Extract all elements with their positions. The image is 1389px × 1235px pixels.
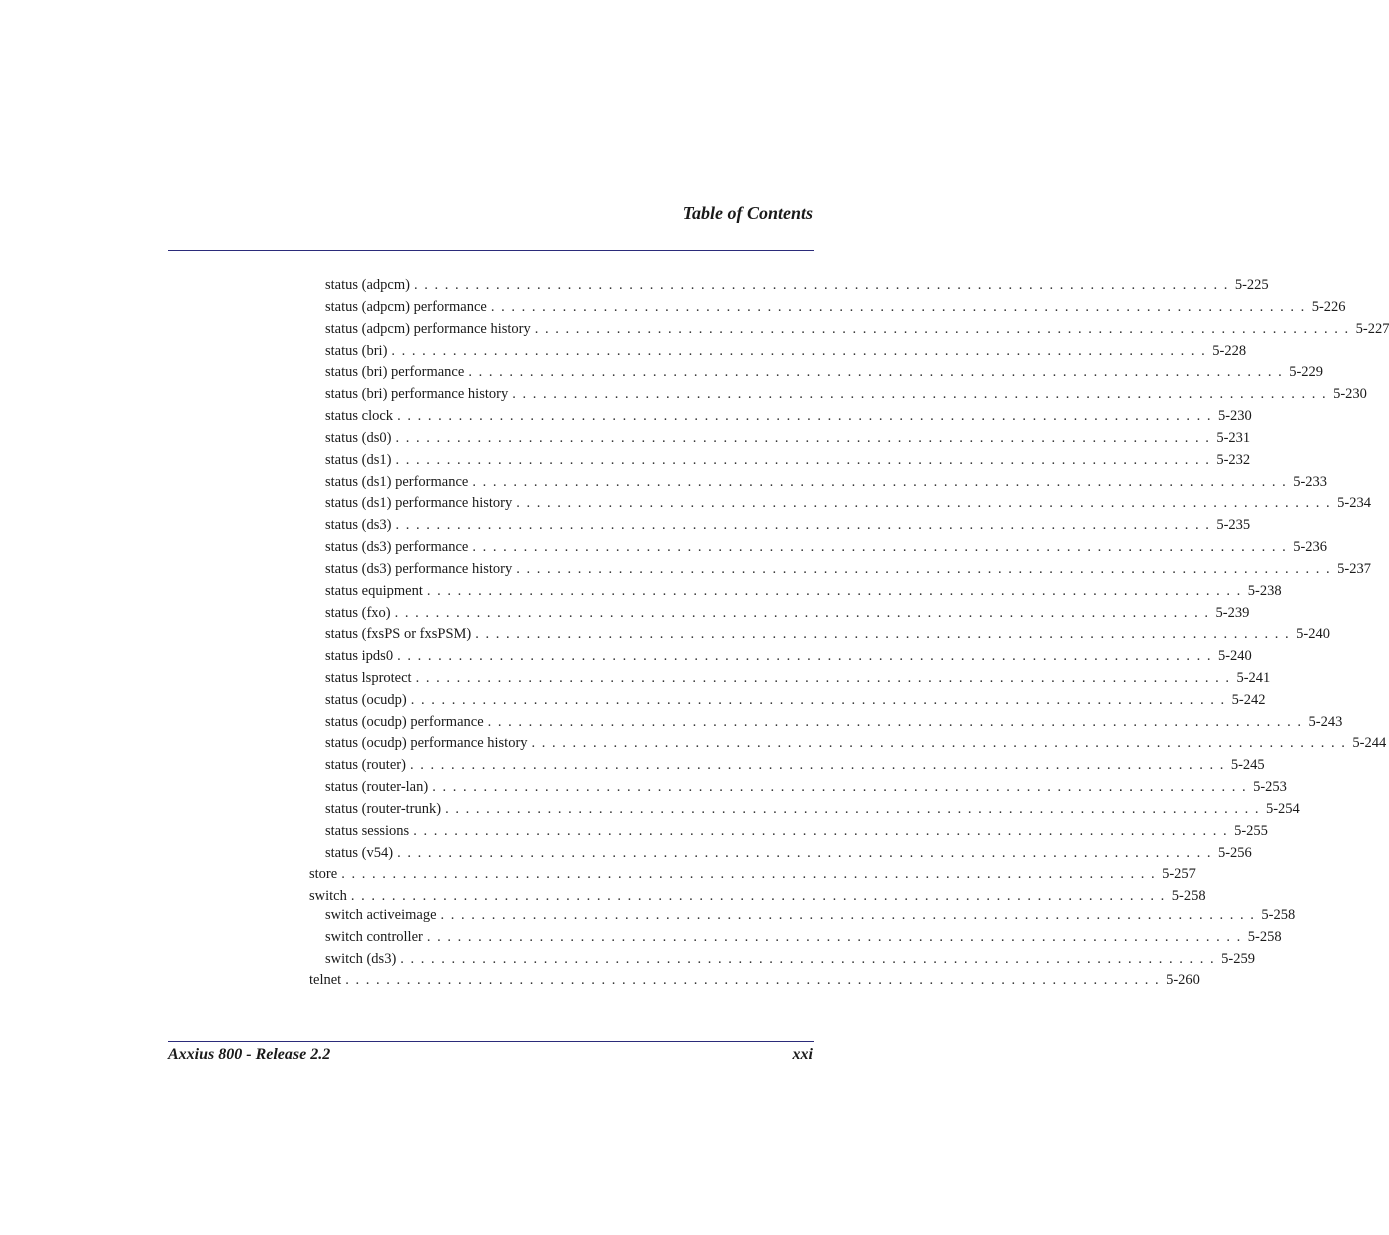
toc-entry-leader: . . . . . . . . . . . . . . . . . . . . . . . . . . . . . . . . . . . . . . . . . . . . . . . . . . . . . . . . . . . . . . . . . . . . . . . . . . . . . . . .: [397, 845, 1212, 861]
toc-entry-leader: . . . . . . . . . . . . . . . . . . . . . . . . . . . . . . . . . . . . . . . . . . . . . . . . . . . . . . . . . . . . . . . . . . . . . . . . . . . . . . . .: [512, 386, 1328, 402]
toc-entry[interactable]: [325, 822, 1268, 840]
toc-entry-label: status (router): [325, 757, 406, 773]
toc-entry-label: status clock: [325, 408, 394, 424]
toc-entry-leader: . . . . . . . . . . . . . . . . . . . . . . . . . . . . . . . . . . . . . . . . . . . . . . . . . . . . . . . . . . . . . . . . . . . . . . . . . . . . . . . .: [345, 972, 1161, 988]
toc-entry-page: 5-255: [1234, 823, 1268, 839]
toc-entry-leader: . . . . . . . . . . . . . . . . . . . . . . . . . . . . . . . . . . . . . . . . . . . . . . . . . . . . . . . . . . . . . . . . . . . . . . . . . . . . . . . .: [350, 888, 1166, 904]
toc-entry[interactable]: [325, 950, 1256, 968]
toc-entry-leader: . . . . . . . . . . . . . . . . . . . . . . . . . . . . . . . . . . . . . . . . . . . . . . . . . . . . . . . . . . . . . . . . . . . . . . . . . . . . . . . .: [395, 430, 1211, 446]
toc-entry-page: 5-258: [1171, 888, 1206, 904]
toc-entry-label: status (ds0): [325, 430, 392, 446]
toc-entry-leader: . . . . . . . . . . . . . . . . . . . . . . . . . . . . . . . . . . . . . . . . . . . . . . . . . . . . . . . . . . . . . . . . . . . . . . . . . . . . . . . .: [445, 801, 1260, 817]
toc-entry-leader: . . . . . . . . . . . . . . . . . . . . . . . . . . . . . . . . . . . . . . . . . . . . . . . . . . . . . . . . . . . . . . . . . . . . . . . . . . . . . . . .: [487, 714, 1303, 730]
toc-entry[interactable]: [325, 276, 1269, 294]
toc-entry-leader: . . . . . . . . . . . . . . . . . . . . . . . . . . . . . . . . . . . . . . . . . . . . . . . . . . . . . . . . . . . . . . . . . . . . . . . . . . . . . . . .: [409, 757, 1225, 773]
toc-entry-page: 5-240: [1217, 648, 1252, 664]
toc-entry-page: 5-257: [1162, 866, 1196, 882]
toc-entry-label: status (ds1): [325, 452, 392, 468]
toc-entry[interactable]: [325, 363, 1324, 381]
toc-entry-leader: . . . . . . . . . . . . . . . . . . . . . . . . . . . . . . . . . . . . . . . . . . . . . . . . . . . . . . . . . . . . . . . . . . . . . . . . . . . . . . . .: [391, 343, 1207, 359]
toc-entry-page: 5-225: [1234, 277, 1269, 293]
toc-entry-leader: . . . . . . . . . . . . . . . . . . . . . . . . . . . . . . . . . . . . . . . . . . . . . . . . . . . . . . . . . . . . . . . . . . . . . . . . . . . . . . . .: [413, 277, 1229, 293]
toc-entry[interactable]: [325, 844, 1252, 862]
toc-entry-label: status (ds1) performance: [325, 474, 469, 490]
toc-entry-label: status (adpcm) performance history: [325, 321, 531, 337]
toc-entry-page: 5-230: [1217, 408, 1252, 424]
toc-entry-leader: . . . . . . . . . . . . . . . . . . . . . . . . . . . . . . . . . . . . . . . . . . . . . . . . . . . . . . . . . . . . . . . . . . . . . . . . . . . . . . . .: [490, 299, 1306, 315]
toc-entry-leader: . . . . . . . . . . . . . . . . . . . . . . . . . . . . . . . . . . . . . . . . . . . . . . . . . . . . . . . . . . . . . . . . . . . . . . . . . . . . . . . .: [534, 321, 1350, 337]
toc-entry-page: 5-243: [1308, 714, 1343, 730]
toc-entry-leader: . . . . . . . . . . . . . . . . . . . . . . . . . . . . . . . . . . . . . . . . . . . . . . . . . . . . . . . . . . . . . . . . . . . . . . . . . . . . . . . .: [415, 670, 1231, 686]
toc-entry-label: status sessions: [325, 823, 410, 839]
page-header-title: Table of Contents: [682, 203, 813, 223]
toc-entry-label: status lsprotect: [325, 670, 412, 686]
toc-entry-leader: . . . . . . . . . . . . . . . . . . . . . . . . . . . . . . . . . . . . . . . . . . . . . . . . . . . . . . . . . . . . . . . . . . . . . . . . . . . . . . . .: [413, 823, 1229, 839]
toc-entry-page: 5-235: [1216, 517, 1251, 533]
toc-entry-page: 5-226: [1311, 299, 1346, 315]
toc-entry-page: 5-236: [1293, 539, 1328, 555]
toc-entry-leader: . . . . . . . . . . . . . . . . . . . . . . . . . . . . . . . . . . . . . . . . . . . . . . . . . . . . . . . . . . . . . . . . . . . . . . . . . . . . . . . .: [410, 692, 1226, 708]
toc-entry-label: status (ds1) performance history: [325, 495, 513, 511]
toc-entry-label: status (adpcm) performance: [325, 299, 487, 315]
toc-entry-leader: . . . . . . . . . . . . . . . . . . . . . . . . . . . . . . . . . . . . . . . . . . . . . . . . . . . . . . . . . . . . . . . . . . . . . . . . . . . . . . . .: [397, 648, 1212, 664]
toc-entry-leader: . . . . . . . . . . . . . . . . . . . . . . . . . . . . . . . . . . . . . . . . . . . . . . . . . . . . . . . . . . . . . . . . . . . . . . . . . . . . . . . .: [516, 495, 1332, 511]
toc-entry[interactable]: [325, 407, 1252, 425]
toc-entry-page: 5-258: [1261, 907, 1296, 923]
toc-entry-page: 5-258: [1247, 929, 1282, 945]
toc-entry-page: 5-237: [1337, 561, 1371, 577]
footer-page-number: xxi: [792, 1046, 813, 1063]
toc-entry-label: status (ds3) performance history: [325, 561, 513, 577]
toc-entry-label: status (fxo): [325, 605, 391, 621]
toc-entry-label: status (router-trunk): [325, 801, 442, 817]
toc-entry[interactable]: [325, 582, 1282, 600]
toc-entry[interactable]: [325, 691, 1266, 709]
toc-entry[interactable]: [325, 320, 1389, 338]
toc-entry-leader: . . . . . . . . . . . . . . . . . . . . . . . . . . . . . . . . . . . . . . . . . . . . . . . . . . . . . . . . . . . . . . . . . . . . . . . . . . . . . . . .: [400, 951, 1216, 967]
toc-entry[interactable]: [325, 625, 1330, 643]
toc-entry-page: 5-240: [1296, 626, 1330, 642]
toc-entry-label: status (ocudp) performance history: [325, 735, 528, 751]
toc-entry-label: switch activeimage: [325, 907, 437, 923]
toc-entry-leader: . . . . . . . . . . . . . . . . . . . . . . . . . . . . . . . . . . . . . . . . . . . . . . . . . . . . . . . . . . . . . . . . . . . . . . . . . . . . . . . .: [397, 408, 1212, 424]
toc-entry-page: 5-228: [1212, 343, 1247, 359]
toc-entry[interactable]: [325, 538, 1328, 556]
toc-entry-page: 5-238: [1247, 583, 1282, 599]
toc-entry-page: 5-256: [1217, 845, 1252, 861]
toc-entry-label: status (bri): [325, 343, 388, 359]
toc-entry-label: status (ds3): [325, 517, 392, 533]
toc-entry[interactable]: [325, 516, 1251, 534]
toc-entry[interactable]: [309, 971, 1200, 989]
footer-divider: [168, 1041, 814, 1042]
toc-entry[interactable]: [325, 669, 1271, 687]
toc-entry-leader: . . . . . . . . . . . . . . . . . . . . . . . . . . . . . . . . . . . . . . . . . . . . . . . . . . . . . . . . . . . . . . . . . . . . . . . . . . . . . . . .: [472, 474, 1288, 490]
toc-entry[interactable]: [325, 385, 1367, 403]
toc-entry-leader: . . . . . . . . . . . . . . . . . . . . . . . . . . . . . . . . . . . . . . . . . . . . . . . . . . . . . . . . . . . . . . . . . . . . . . . . . . . . . . . .: [426, 929, 1242, 945]
toc-entry[interactable]: [325, 429, 1251, 447]
toc-entry-label: status ipds0: [325, 648, 394, 664]
toc-entry-leader: . . . . . . . . . . . . . . . . . . . . . . . . . . . . . . . . . . . . . . . . . . . . . . . . . . . . . . . . . . . . . . . . . . . . . . . . . . . . . . . .: [516, 561, 1332, 577]
toc-entry-label: status (adpcm): [325, 277, 410, 293]
toc-entry-label: status (bri) performance history: [325, 386, 509, 402]
toc-entry[interactable]: [325, 734, 1387, 752]
toc-entry-page: 5-259: [1221, 951, 1256, 967]
toc-entry-label: status (ocudp) performance: [325, 714, 484, 730]
toc-entry[interactable]: [325, 604, 1250, 622]
toc-entry-page: 5-231: [1216, 430, 1251, 446]
footer-document-title: Axxius 800 - Release 2.2: [168, 1046, 331, 1063]
toc-entry-label: status (ocudp): [325, 692, 407, 708]
toc-entry[interactable]: [325, 473, 1328, 491]
toc-entry[interactable]: [325, 906, 1296, 924]
toc-entry-page: 5-239: [1215, 605, 1250, 621]
toc-entry-page: 5-232: [1216, 452, 1251, 468]
toc-entry-page: 5-260: [1166, 972, 1200, 988]
toc-entry[interactable]: [325, 342, 1247, 360]
toc-entry-page: 5-233: [1293, 474, 1328, 490]
toc-entry-leader: . . . . . . . . . . . . . . . . . . . . . . . . . . . . . . . . . . . . . . . . . . . . . . . . . . . . . . . . . . . . . . . . . . . . . . . . . . . . . . . .: [341, 866, 1157, 882]
toc-entry-page: 5-254: [1265, 801, 1300, 817]
toc-entry[interactable]: [325, 298, 1346, 316]
toc-entry-label: status equipment: [325, 583, 423, 599]
toc-entry-leader: . . . . . . . . . . . . . . . . . . . . . . . . . . . . . . . . . . . . . . . . . . . . . . . . . . . . . . . . . . . . . . . . . . . . . . . . . . . . . . . .: [475, 626, 1291, 642]
toc-entry[interactable]: [325, 928, 1282, 946]
toc-entry-leader: . . . . . . . . . . . . . . . . . . . . . . . . . . . . . . . . . . . . . . . . . . . . . . . . . . . . . . . . . . . . . . . . . . . . . . . . . . . . . . . .: [395, 452, 1211, 468]
toc-entry-label: status (ds3) performance: [325, 539, 469, 555]
toc-entry[interactable]: [309, 887, 1206, 905]
toc-entry-page: 5-229: [1289, 364, 1324, 380]
toc-entry[interactable]: [325, 647, 1252, 665]
toc-entry-leader: . . . . . . . . . . . . . . . . . . . . . . . . . . . . . . . . . . . . . . . . . . . . . . . . . . . . . . . . . . . . . . . . . . . . . . . . . . . . . . . .: [426, 583, 1242, 599]
toc-entry-leader: . . . . . . . . . . . . . . . . . . . . . . . . . . . . . . . . . . . . . . . . . . . . . . . . . . . . . . . . . . . . . . . . . . . . . . . . . . . . . . . .: [432, 779, 1248, 795]
toc-entry-page: 5-253: [1253, 779, 1287, 795]
toc-entry-label: switch controller: [325, 929, 423, 945]
toc-entry[interactable]: [325, 756, 1265, 774]
toc-entry-leader: . . . . . . . . . . . . . . . . . . . . . . . . . . . . . . . . . . . . . . . . . . . . . . . . . . . . . . . . . . . . . . . . . . . . . . . . . . . . . . . .: [468, 364, 1284, 380]
toc-entry-leader: . . . . . . . . . . . . . . . . . . . . . . . . . . . . . . . . . . . . . . . . . . . . . . . . . . . . . . . . . . . . . . . . . . . . . . . . . . . . . . . .: [440, 907, 1256, 923]
toc-entry-label: telnet: [309, 972, 342, 988]
toc-entry-leader: . . . . . . . . . . . . . . . . . . . . . . . . . . . . . . . . . . . . . . . . . . . . . . . . . . . . . . . . . . . . . . . . . . . . . . . . . . . . . . . .: [394, 605, 1210, 621]
toc-entry-leader: . . . . . . . . . . . . . . . . . . . . . . . . . . . . . . . . . . . . . . . . . . . . . . . . . . . . . . . . . . . . . . . . . . . . . . . . . . . . . . . .: [531, 735, 1347, 751]
toc-entry[interactable]: [325, 778, 1287, 796]
toc-entry-page: 5-241: [1236, 670, 1271, 686]
toc-entry-label: switch (ds3): [325, 951, 397, 967]
toc-entry-page: 5-242: [1231, 692, 1266, 708]
toc-entry-page: 5-244: [1352, 735, 1387, 751]
toc-entry[interactable]: [325, 560, 1371, 578]
toc-entry[interactable]: [325, 451, 1251, 469]
toc-entry-label: status (bri) performance: [325, 364, 465, 380]
toc-entry[interactable]: [325, 713, 1343, 731]
toc-entry-label: status (v54): [325, 845, 394, 861]
toc-entry[interactable]: [309, 865, 1196, 883]
toc-entry-label: status (fxsPS or fxsPSM): [325, 626, 472, 642]
toc-entry-page: 5-230: [1333, 386, 1367, 402]
toc-entry-leader: . . . . . . . . . . . . . . . . . . . . . . . . . . . . . . . . . . . . . . . . . . . . . . . . . . . . . . . . . . . . . . . . . . . . . . . . . . . . . . . .: [395, 517, 1211, 533]
toc-entry-label: status (router-lan): [325, 779, 429, 795]
toc-entry[interactable]: [325, 494, 1371, 512]
toc-entry-label: store: [309, 866, 338, 882]
toc-entry-leader: . . . . . . . . . . . . . . . . . . . . . . . . . . . . . . . . . . . . . . . . . . . . . . . . . . . . . . . . . . . . . . . . . . . . . . . . . . . . . . . .: [472, 539, 1288, 555]
toc-entry[interactable]: [325, 800, 1300, 818]
toc-entry-label: switch: [309, 888, 347, 904]
toc-entry-page: 5-245: [1230, 757, 1265, 773]
toc-entry-page: 5-234: [1337, 495, 1371, 511]
toc-entry-page: 5-227: [1355, 321, 1389, 337]
